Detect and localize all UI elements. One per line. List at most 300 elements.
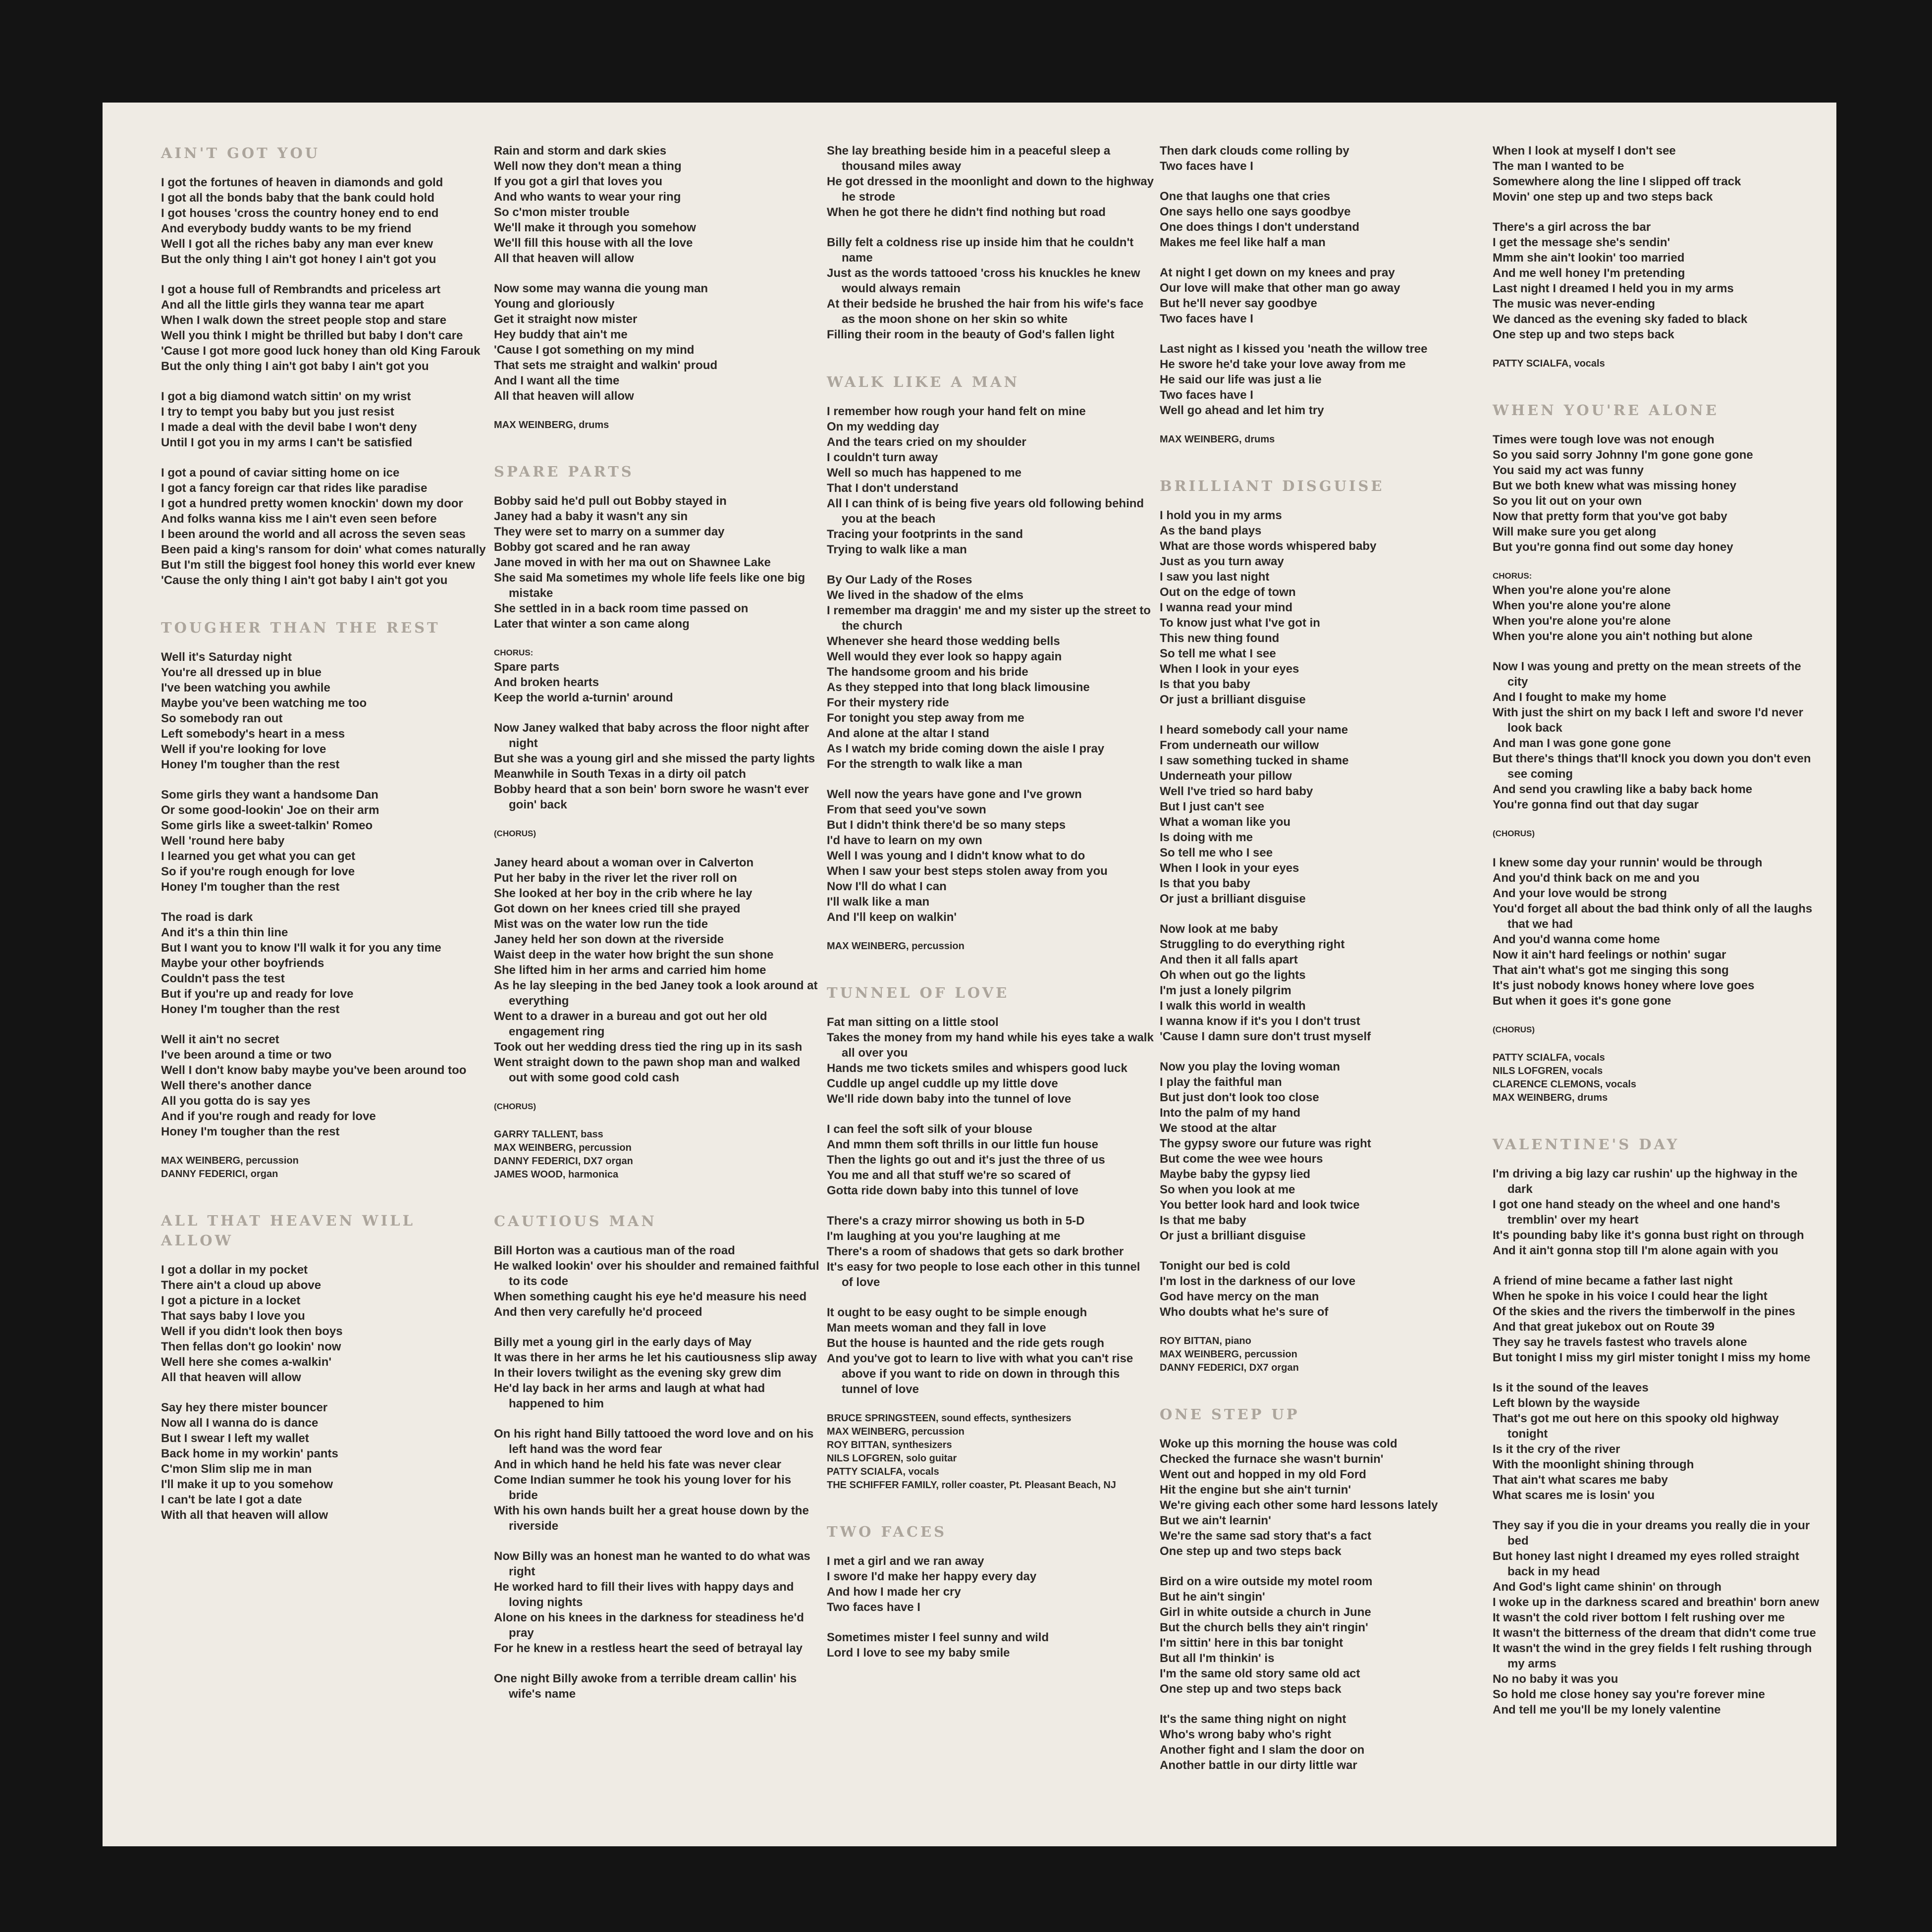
lyric-line: They say if you die in your dreams you really die in your bed	[1493, 1519, 1810, 1548]
lyric-line: Jane moved in with her ma out on Shawnee Lake	[494, 556, 771, 569]
lyric-line: That's got me out here on this spooky old highway tonight	[1493, 1412, 1779, 1441]
lyric-stanza	[494, 1549, 821, 1656]
lyric-line: 'Cause I got more good luck honey than old King Farouk	[161, 344, 481, 358]
lyric-line: And that great jukebox out on Route 39	[1493, 1320, 1715, 1334]
lyric-line: So c'mon mister trouble	[494, 206, 630, 219]
lyric-line: We'll ride down baby into the tunnel of love	[827, 1092, 1072, 1106]
lyric-stanza	[1160, 341, 1487, 418]
lyric-line: At their bedside he brushed the hair from his wife's face as the moon shone on her skin so white	[827, 297, 1144, 326]
lyric-line: Janey heard about a woman over in Calverton	[494, 856, 754, 869]
lyric-line: Is that you baby	[1160, 678, 1250, 691]
lyric-line: Another battle in our dirty little war	[1160, 1759, 1357, 1772]
lyric-line: For tonight you step away from me	[827, 711, 1024, 725]
song-block	[1160, 476, 1487, 1375]
lyric-line: When I saw your best steps stolen away from you	[827, 864, 1108, 878]
lyric-line: At night I get down on my knees and pray	[1160, 266, 1395, 279]
lyric-line: But when it goes it's gone gone	[1493, 994, 1671, 1008]
lyric-line: Two faces have I	[1160, 388, 1253, 402]
lyric-line: And your love would be strong	[1493, 887, 1667, 900]
lyric-line: I'll walk like a man	[827, 895, 930, 909]
lyric-line: Well now the years have gone and I've grown	[827, 788, 1082, 801]
lyric-stanza	[1160, 921, 1487, 1044]
lyric-line: Another fight and I slam the door on	[1160, 1743, 1365, 1757]
lyric-line: Meanwhile in South Texas in a dirty oil patch	[494, 767, 746, 781]
song-block	[1493, 400, 1820, 1105]
lyric-line: One says hello one says goodbye	[1160, 205, 1351, 218]
lyric-line: We're the same sad story that's a fact	[1160, 1529, 1372, 1543]
lyric-line: Bobby heard that a son bein' born swore he wasn't ever goin' back	[494, 783, 809, 811]
lyric-stanza	[1493, 219, 1820, 342]
lyric-line: And send you crawling like a baby back home	[1493, 783, 1753, 796]
lyric-stanza	[1160, 1574, 1487, 1697]
lyric-line: It wasn't the cold river bottom I felt rushing over me	[1493, 1611, 1785, 1624]
lyric-line: I got a big diamond watch sittin' on my wrist	[161, 390, 411, 403]
lyric-line: Well I don't know baby maybe you've been around too	[161, 1064, 467, 1077]
lyric-line: On his right hand Billy tattooed the word love and on his left hand was the word fear	[494, 1427, 814, 1456]
lyric-line: So tell me what I see	[1160, 647, 1276, 660]
lyric-line: As he lay sleeping in the bed Janey took a look around at everything	[494, 979, 818, 1008]
lyric-line: Janey had a baby it wasn't any sin	[494, 510, 688, 523]
lyric-line: Couldn't pass the test	[161, 972, 285, 985]
credit-line: MAX WEINBERG, percussion	[827, 1426, 965, 1437]
lyric-line: Honey I'm tougher than the rest	[161, 880, 340, 894]
song-block	[494, 462, 821, 1181]
lyric-line: And the tears cried on my shoulder	[827, 435, 1026, 449]
lyric-stanza	[161, 1262, 488, 1385]
lyric-line: And you'd think back on me and you	[1493, 871, 1700, 885]
lyric-line: But I'm still the biggest fool honey this world ever knew	[161, 558, 475, 572]
credit-line: CLARENCE CLEMONS, vocals	[1493, 1079, 1637, 1090]
lyric-stanza	[161, 389, 488, 450]
lyrics-column-4	[1160, 143, 1487, 1803]
lyric-stanza	[1493, 1518, 1820, 1717]
lyric-line: I got a house full of Rembrandts and priceless art	[161, 283, 441, 296]
lyric-line: One step up and two steps back	[1160, 1545, 1342, 1558]
lyric-line: But the only thing I ain't got baby I ain't got you	[161, 360, 429, 373]
lyric-line: But the only thing I ain't got honey I ain't got you	[161, 253, 436, 266]
lyric-line: Lord I love to see my baby smile	[827, 1646, 1010, 1660]
lyric-line: It wasn't the bitterness of the dream that didn't come true	[1493, 1626, 1816, 1640]
lyric-line: Well if you didn't look then boys	[161, 1325, 343, 1338]
lyric-stanza	[827, 1213, 1154, 1290]
lyric-line: Tracing your footprints in the sand	[827, 528, 1023, 541]
lyric-line: Movin' one step up and two steps back	[1493, 190, 1713, 204]
lyric-line: I met a girl and we ran away	[827, 1555, 984, 1568]
song-block	[1160, 1404, 1487, 1773]
lyric-line: 'Cause I got something on my mind	[494, 343, 695, 357]
lyric-line: What are those words whispered baby	[1160, 539, 1377, 553]
lyric-line: Two faces have I	[1160, 312, 1253, 325]
lyric-line: But I didn't think there'd be so many steps	[827, 818, 1066, 832]
lyric-line: That I don't understand	[827, 482, 959, 495]
song-title: TUNNEL OF LOVE	[827, 984, 1010, 1001]
song-block	[827, 1522, 1154, 1661]
lyric-line: When I look in your eyes	[1160, 662, 1299, 676]
credit-line: MAX WEINBERG, percussion	[161, 1155, 299, 1166]
lyric-line: I remember ma draggin' me and my sister up the street to the church	[827, 604, 1151, 633]
lyric-line: Well you think I might be thrilled but baby I don't care	[161, 329, 463, 342]
lyric-line: From that seed you've sown	[827, 803, 986, 816]
song-block	[827, 983, 1154, 1492]
lyric-line: I play the faithful man	[1160, 1075, 1282, 1089]
credit-line: DANNY FEDERICI, DX7 organ	[494, 1156, 633, 1167]
lyric-line: Well it ain't no secret	[161, 1033, 279, 1046]
lyric-line: With his own hands built her a great house down by the riverside	[494, 1504, 809, 1533]
lyric-line: It wasn't the wind in the grey fields I felt rushing through my arms	[1493, 1642, 1812, 1670]
lyric-line: Billy met a young girl in the early days of May	[494, 1336, 752, 1349]
lyric-line: Put her baby in the river let the river roll on	[494, 871, 737, 885]
song-title: BRILLIANT DISGUISE	[1160, 478, 1385, 494]
lyric-line: But I just can't see	[1160, 800, 1265, 813]
lyric-line: Or just a brilliant disguise	[1160, 892, 1306, 906]
lyric-line: What a woman like you	[1160, 815, 1291, 829]
lyric-line: Somewhere along the line I slipped off track	[1493, 175, 1741, 188]
lyric-line: And folks wanna kiss me I ain't even seen before	[161, 512, 437, 526]
lyric-line: Times were tough love was not enough	[1493, 433, 1715, 446]
lyric-line: Maybe you've been watching me too	[161, 697, 367, 710]
lyric-line: And in which hand he held his fate was never clear	[494, 1458, 782, 1471]
lyric-line: In their lovers twilight as the evening sky grew dim	[494, 1366, 782, 1380]
lyric-line: I'm the same old story same old act	[1160, 1667, 1360, 1680]
credit-line: MAX WEINBERG, drums	[494, 420, 609, 430]
lyric-line: So hold me close honey say you're forever mine	[1493, 1688, 1765, 1701]
credit-line: JAMES WOOD, harmonica	[494, 1169, 619, 1180]
lyric-line: One step up and two steps back	[1493, 328, 1674, 341]
lyric-line: He got dressed in the moonlight and down to the highway he strode	[827, 175, 1154, 204]
lyric-line: By Our Lady of the Roses	[827, 573, 972, 587]
lyric-line: I got all the bonds baby that the bank could hold	[161, 191, 434, 205]
lyric-stanza	[161, 910, 488, 1017]
lyric-line: And I fought to make my home	[1493, 691, 1666, 704]
lyric-line: It was there in her arms he let his cautiousness slip away	[494, 1351, 817, 1364]
lyric-line: When I walk down the street people stop and stare	[161, 314, 447, 327]
lyric-line: So if you're rough enough for love	[161, 865, 355, 878]
lyric-stanza	[161, 649, 488, 772]
lyric-line: With all that heaven will allow	[161, 1508, 328, 1522]
lyric-stanza	[827, 235, 1154, 342]
lyric-line: It ought to be easy ought to be simple enough	[827, 1306, 1087, 1319]
lyric-line: I remember how rough your hand felt on mine	[827, 405, 1086, 418]
lyric-line: I'm lost in the darkness of our love	[1160, 1275, 1356, 1288]
lyric-line: I got a picture in a locket	[161, 1294, 301, 1307]
lyric-line: I'm just a lonely pilgrim	[1160, 984, 1291, 997]
lyric-stanza	[494, 855, 821, 1085]
lyric-stanza	[161, 787, 488, 895]
musician-credits	[827, 940, 1154, 953]
lyric-line: And then very carefully he'd proceed	[494, 1305, 702, 1319]
lyric-line: For the strength to walk like a man	[827, 757, 1022, 771]
lyric-line: When he got there he didn't find nothing but road	[827, 206, 1106, 219]
lyric-line: He'd lay back in her arms and laugh at what had happened to him	[494, 1382, 765, 1410]
credit-line: PATTY SCIALFA, vocals	[827, 1466, 939, 1477]
lyric-line: Takes the money from my hand while his eyes take a walk all over you	[827, 1031, 1154, 1060]
lyric-line: I heard somebody call your name	[1160, 723, 1348, 737]
lyric-line: As I watch my bride coming down the aisle I pray	[827, 742, 1105, 755]
lyric-line: Sometimes mister I feel sunny and wild	[827, 1631, 1049, 1644]
lyric-line: Now you play the loving woman	[1160, 1060, 1341, 1073]
lyric-line: Well go ahead and let him try	[1160, 404, 1324, 417]
lyric-line: One does things I don't understand	[1160, 220, 1360, 234]
lyric-line: Filling their room in the beauty of God's fallen light	[827, 328, 1115, 341]
song-title: WALK LIKE A MAN	[827, 374, 1020, 390]
lyric-line: I got a pound of caviar sitting home on ice	[161, 466, 400, 480]
lyric-line: But I swear I left my wallet	[161, 1432, 309, 1445]
song-block	[827, 372, 1154, 953]
lyric-line: They say he travels fastest who travels alone	[1493, 1336, 1747, 1349]
chorus-label: (CHORUS)	[494, 1102, 536, 1111]
lyric-stanza	[161, 1400, 488, 1523]
lyric-line: With just the shirt on my back I left and swore I'd never look back	[1493, 706, 1803, 735]
lyric-line: Well I was young and I didn't know what to do	[827, 849, 1085, 862]
lyric-line: You'd forget all about the bad think only of all the laughs that we had	[1493, 902, 1813, 931]
credit-line: ROY BITTAN, synthesizers	[827, 1440, 952, 1450]
lyric-stanza	[1160, 189, 1487, 250]
lyric-line: Hands me two tickets smiles and whispers good luck	[827, 1062, 1127, 1075]
lyric-line: We stood at the altar	[1160, 1122, 1277, 1135]
lyric-line: I'm laughing at you you're laughing at me	[827, 1230, 1061, 1243]
lyric-line: And everybody buddy wants to be my friend	[161, 222, 412, 235]
lyric-line: Young and gloriously	[494, 297, 615, 311]
lyric-line: Billy felt a coldness rise up inside him that he couldn't name	[827, 236, 1134, 265]
lyric-stanza	[161, 282, 488, 374]
lyric-line: Until I got you in my arms I can't be satisfied	[161, 436, 413, 449]
lyric-line: That sets me straight and walkin' proud	[494, 359, 718, 372]
lyric-line: When I look in your eyes	[1160, 861, 1299, 875]
lyric-line: Well so much has happened to me	[827, 466, 1021, 480]
lyric-line: Makes me feel like half a man	[1160, 236, 1326, 249]
lyric-line: But honey last night I dreamed my eyes rolled straight back in my head	[1493, 1550, 1799, 1578]
lyric-line: Cuddle up angel cuddle up my little dove	[827, 1077, 1058, 1090]
lyric-line: What scares me is losin' you	[1493, 1489, 1655, 1502]
chorus-label: CHORUS:	[1493, 571, 1532, 581]
lyric-line: I'd have to learn on my own	[827, 834, 982, 847]
song-block	[494, 143, 821, 432]
lyric-line: It's easy for two people to lose each other in this tunnel of love	[827, 1260, 1140, 1289]
lyric-line: That ain't what's got me singing this song	[1493, 964, 1729, 977]
lyric-line: You me and all that stuff we're so scared of	[827, 1169, 1071, 1182]
lyric-line: With the moonlight shining through	[1493, 1458, 1694, 1471]
lyric-stanza	[1493, 570, 1820, 644]
lyric-line: I'm driving a big lazy car rushin' up the highway in the dark	[1493, 1167, 1798, 1196]
lyric-line: Mist was on the water low run the tide	[494, 917, 708, 931]
lyric-stanza	[827, 1015, 1154, 1107]
lyric-stanza	[494, 1671, 821, 1702]
lyric-line: Then fellas don't go lookin' now	[161, 1340, 341, 1353]
lyrics-column-2	[494, 143, 821, 1731]
lyric-line: Whenever she heard those wedding bells	[827, 635, 1060, 648]
lyric-line: Bobby said he'd pull out Bobby stayed in	[494, 494, 727, 508]
lyric-line: The gypsy swore our future was right	[1160, 1137, 1371, 1150]
lyric-line: We'll fill this house with all the love	[494, 236, 693, 250]
lyric-stanza	[827, 143, 1154, 220]
lyric-line: I walk this world in wealth	[1160, 999, 1306, 1013]
lyric-line: The handsome groom and his bride	[827, 665, 1028, 679]
lyric-line: Maybe baby the gypsy lied	[1160, 1168, 1311, 1181]
lyric-line: Say hey there mister bouncer	[161, 1401, 328, 1414]
lyric-line: I'm sittin' here in this bar tonight	[1160, 1636, 1343, 1650]
lyric-line: Well if you're looking for love	[161, 743, 326, 756]
lyric-line: A friend of mine became a father last night	[1493, 1274, 1733, 1288]
lyric-line: Later that winter a son came along	[494, 617, 690, 631]
lyric-line: Or just a brilliant disguise	[1160, 693, 1306, 706]
lyric-line: But we both knew what was missing honey	[1493, 479, 1737, 492]
lyric-line: You're all dressed up in blue	[161, 666, 322, 679]
lyric-line: All you gotta do is say yes	[161, 1094, 311, 1108]
credit-line: DANNY FEDERICI, organ	[161, 1169, 278, 1180]
lyric-stanza	[494, 827, 821, 840]
lyric-line: This new thing found	[1160, 632, 1280, 645]
lyric-line: As they stepped into that long black limousine	[827, 681, 1090, 694]
lyric-line: I wanna read your mind	[1160, 601, 1293, 614]
lyric-line: Fat man sitting on a little stool	[827, 1016, 999, 1029]
lyric-line: Now it ain't hard feelings or nothin' sugar	[1493, 948, 1726, 962]
lyric-line: Well there's another dance	[161, 1079, 312, 1092]
lyric-stanza	[827, 404, 1154, 557]
lyric-line: For he knew in a restless heart the seed of betrayal lay	[494, 1642, 803, 1655]
credit-line: MAX WEINBERG, drums	[1160, 434, 1275, 445]
lyric-line: Maybe your other boyfriends	[161, 957, 324, 970]
musician-credits	[1493, 357, 1820, 371]
lyric-line: Well 'round here baby	[161, 834, 285, 848]
musician-credits	[1493, 1051, 1820, 1105]
credit-line: NILS LOFGREN, solo guitar	[827, 1453, 957, 1464]
lyric-line: Underneath your pillow	[1160, 769, 1292, 783]
credit-line: MAX WEINBERG, percussion	[827, 941, 965, 952]
song-title: VALENTINE'S DAY	[1493, 1136, 1680, 1153]
song-block	[494, 1211, 821, 1702]
lyric-line: Is that you baby	[1160, 877, 1250, 890]
chorus-label: (CHORUS)	[494, 829, 536, 838]
musician-credits	[494, 1128, 821, 1181]
lyric-line: Will make sure you get along	[1493, 525, 1657, 538]
lyric-line: Last night I dreamed I held you in my arms	[1493, 282, 1734, 295]
lyric-stanza	[494, 493, 821, 632]
lyric-line: There's a crazy mirror showing us both in 5-D	[827, 1214, 1085, 1228]
lyric-line: Well it's Saturday night	[161, 650, 292, 664]
musician-credits	[827, 1412, 1154, 1492]
lyric-line: Woke up this morning the house was cold	[1160, 1437, 1397, 1450]
lyric-line: When you're alone you're alone	[1493, 599, 1671, 612]
lyric-line: Now I'll do what I can	[827, 880, 947, 893]
lyric-line: She settled in in a back room time passed on	[494, 602, 749, 615]
lyrics-column-1	[161, 143, 488, 1553]
lyric-line: 'Cause the only thing I ain't got baby I ain't got you	[161, 574, 448, 587]
lyric-line: Been paid a king's ransom for doin' what comes naturally	[161, 543, 486, 556]
lyric-line: You're gonna find out that day sugar	[1493, 798, 1699, 811]
lyric-line: I've been around a time or two	[161, 1048, 332, 1062]
lyric-line: And then it all falls apart	[1160, 953, 1298, 966]
lyric-line: But there's things that'll knock you down you don't even see coming	[1493, 752, 1811, 781]
lyric-line: We're giving each other some hard lessons lately	[1160, 1499, 1438, 1512]
lyric-stanza	[1160, 1059, 1487, 1243]
lyric-line: All that heaven will allow	[494, 389, 634, 403]
lyric-line: Or just a brilliant disguise	[1160, 1229, 1306, 1242]
lyric-line: But I want you to know I'll walk it for you any time	[161, 941, 441, 955]
lyric-stanza	[827, 1122, 1154, 1198]
lyric-line: I been around the world and all across the seven seas	[161, 528, 466, 541]
song-title: SPARE PARTS	[494, 463, 634, 480]
lyric-line: Oh when out go the lights	[1160, 968, 1306, 982]
lyric-stanza	[494, 720, 821, 812]
lyric-stanza	[494, 1426, 821, 1534]
lyric-line: And it ain't gonna stop till I'm alone again with you	[1493, 1244, 1778, 1257]
lyric-line: From underneath our willow	[1160, 739, 1319, 752]
lyric-line: Waist deep in the water how bright the sun shone	[494, 948, 774, 962]
chorus-label: (CHORUS)	[1493, 829, 1535, 838]
lyric-line: And it's a thin thin line	[161, 926, 288, 939]
song-block	[1493, 1134, 1820, 1717]
lyric-line: Mmm she ain't lookin' too married	[1493, 251, 1685, 265]
lyric-line: Now all I wanna do is dance	[161, 1416, 319, 1430]
lyric-stanza	[1493, 432, 1820, 555]
lyric-line: Took out her wedding dress tied the ring up in its sash	[494, 1040, 803, 1054]
lyric-line: Come Indian summer he took his young lover for his bride	[494, 1473, 792, 1502]
lyric-line: And how I made her cry	[827, 1585, 961, 1599]
lyric-stanza	[1493, 1273, 1820, 1365]
lyric-line: Now Billy was an honest man he wanted to do what was right	[494, 1550, 810, 1578]
lyric-line: Keep the world a-turnin' around	[494, 691, 673, 704]
lyric-line: On my wedding day	[827, 420, 939, 433]
song-title: AIN'T GOT YOU	[161, 145, 321, 161]
credit-line: PATTY SCIALFA, vocals	[1493, 358, 1605, 369]
lyric-line: He walked lookin' over his shoulder and remained faithful to its code	[494, 1259, 819, 1288]
lyric-stanza	[1160, 1712, 1487, 1773]
lyric-line: But all I'm thinkin' is	[1160, 1652, 1275, 1665]
lyric-stanza	[1160, 1436, 1487, 1559]
lyric-line: That ain't what scares me baby	[1493, 1473, 1668, 1487]
lyric-line: I can feel the soft silk of your blouse	[827, 1123, 1032, 1136]
lyric-line: But he ain't singin'	[1160, 1590, 1265, 1604]
lyric-line: I'll make it up to you somehow	[161, 1478, 333, 1491]
lyric-line: Then dark clouds come rolling by	[1160, 144, 1349, 158]
lyric-stanza	[161, 465, 488, 588]
lyric-line: But he'll never say goodbye	[1160, 297, 1317, 310]
lyric-line: I try to tempt you baby but you just resist	[161, 405, 394, 419]
chorus-label: (CHORUS)	[1493, 1025, 1535, 1034]
lyric-line: Left blown by the wayside	[1493, 1396, 1640, 1410]
lyric-line: It's the same thing night on night	[1160, 1713, 1346, 1726]
song-block	[1493, 143, 1820, 371]
lyric-line: I hold you in my arms	[1160, 509, 1282, 522]
lyric-sheet	[103, 103, 1836, 1846]
lyric-line: Honey I'm tougher than the rest	[161, 1125, 340, 1138]
lyric-line: She lifted him in her arms and carried him home	[494, 964, 766, 977]
song-block	[161, 1211, 488, 1523]
lyric-line: I get the message she's sendin'	[1493, 236, 1670, 249]
lyric-line: But the church bells they ain't ringin'	[1160, 1621, 1368, 1634]
lyric-line: When you're alone you're alone	[1493, 584, 1671, 597]
lyric-stanza	[1160, 722, 1487, 907]
lyric-stanza	[161, 175, 488, 267]
lyric-line: Well now they don't mean a thing	[494, 160, 682, 173]
lyric-line: No no baby it was you	[1493, 1672, 1618, 1686]
song-block	[1160, 143, 1487, 446]
lyric-line: But she was a young girl and she missed the party lights	[494, 752, 815, 765]
lyric-line: Some girls like a sweet-talkin' Romeo	[161, 819, 373, 832]
credit-line: GARRY TALLENT, bass	[494, 1129, 603, 1140]
lyric-line: So tell me who I see	[1160, 846, 1273, 859]
lyric-line: When you're alone you ain't nothing but alone	[1493, 630, 1753, 643]
lyric-stanza	[1493, 143, 1820, 205]
lyric-line: He said our life was just a lie	[1160, 373, 1322, 386]
lyric-line: Two faces have I	[827, 1601, 920, 1614]
lyric-line: Alone on his knees in the darkness for steadiness he'd pray	[494, 1611, 804, 1640]
lyric-stanza	[494, 281, 821, 404]
lyric-line: So you said sorry Johnny I'm gone gone gone	[1493, 448, 1753, 462]
lyric-stanza	[827, 1554, 1154, 1615]
credit-line: DANNY FEDERICI, DX7 organ	[1160, 1362, 1299, 1373]
lyric-line: I got a fancy foreign car that rides like paradise	[161, 482, 428, 495]
